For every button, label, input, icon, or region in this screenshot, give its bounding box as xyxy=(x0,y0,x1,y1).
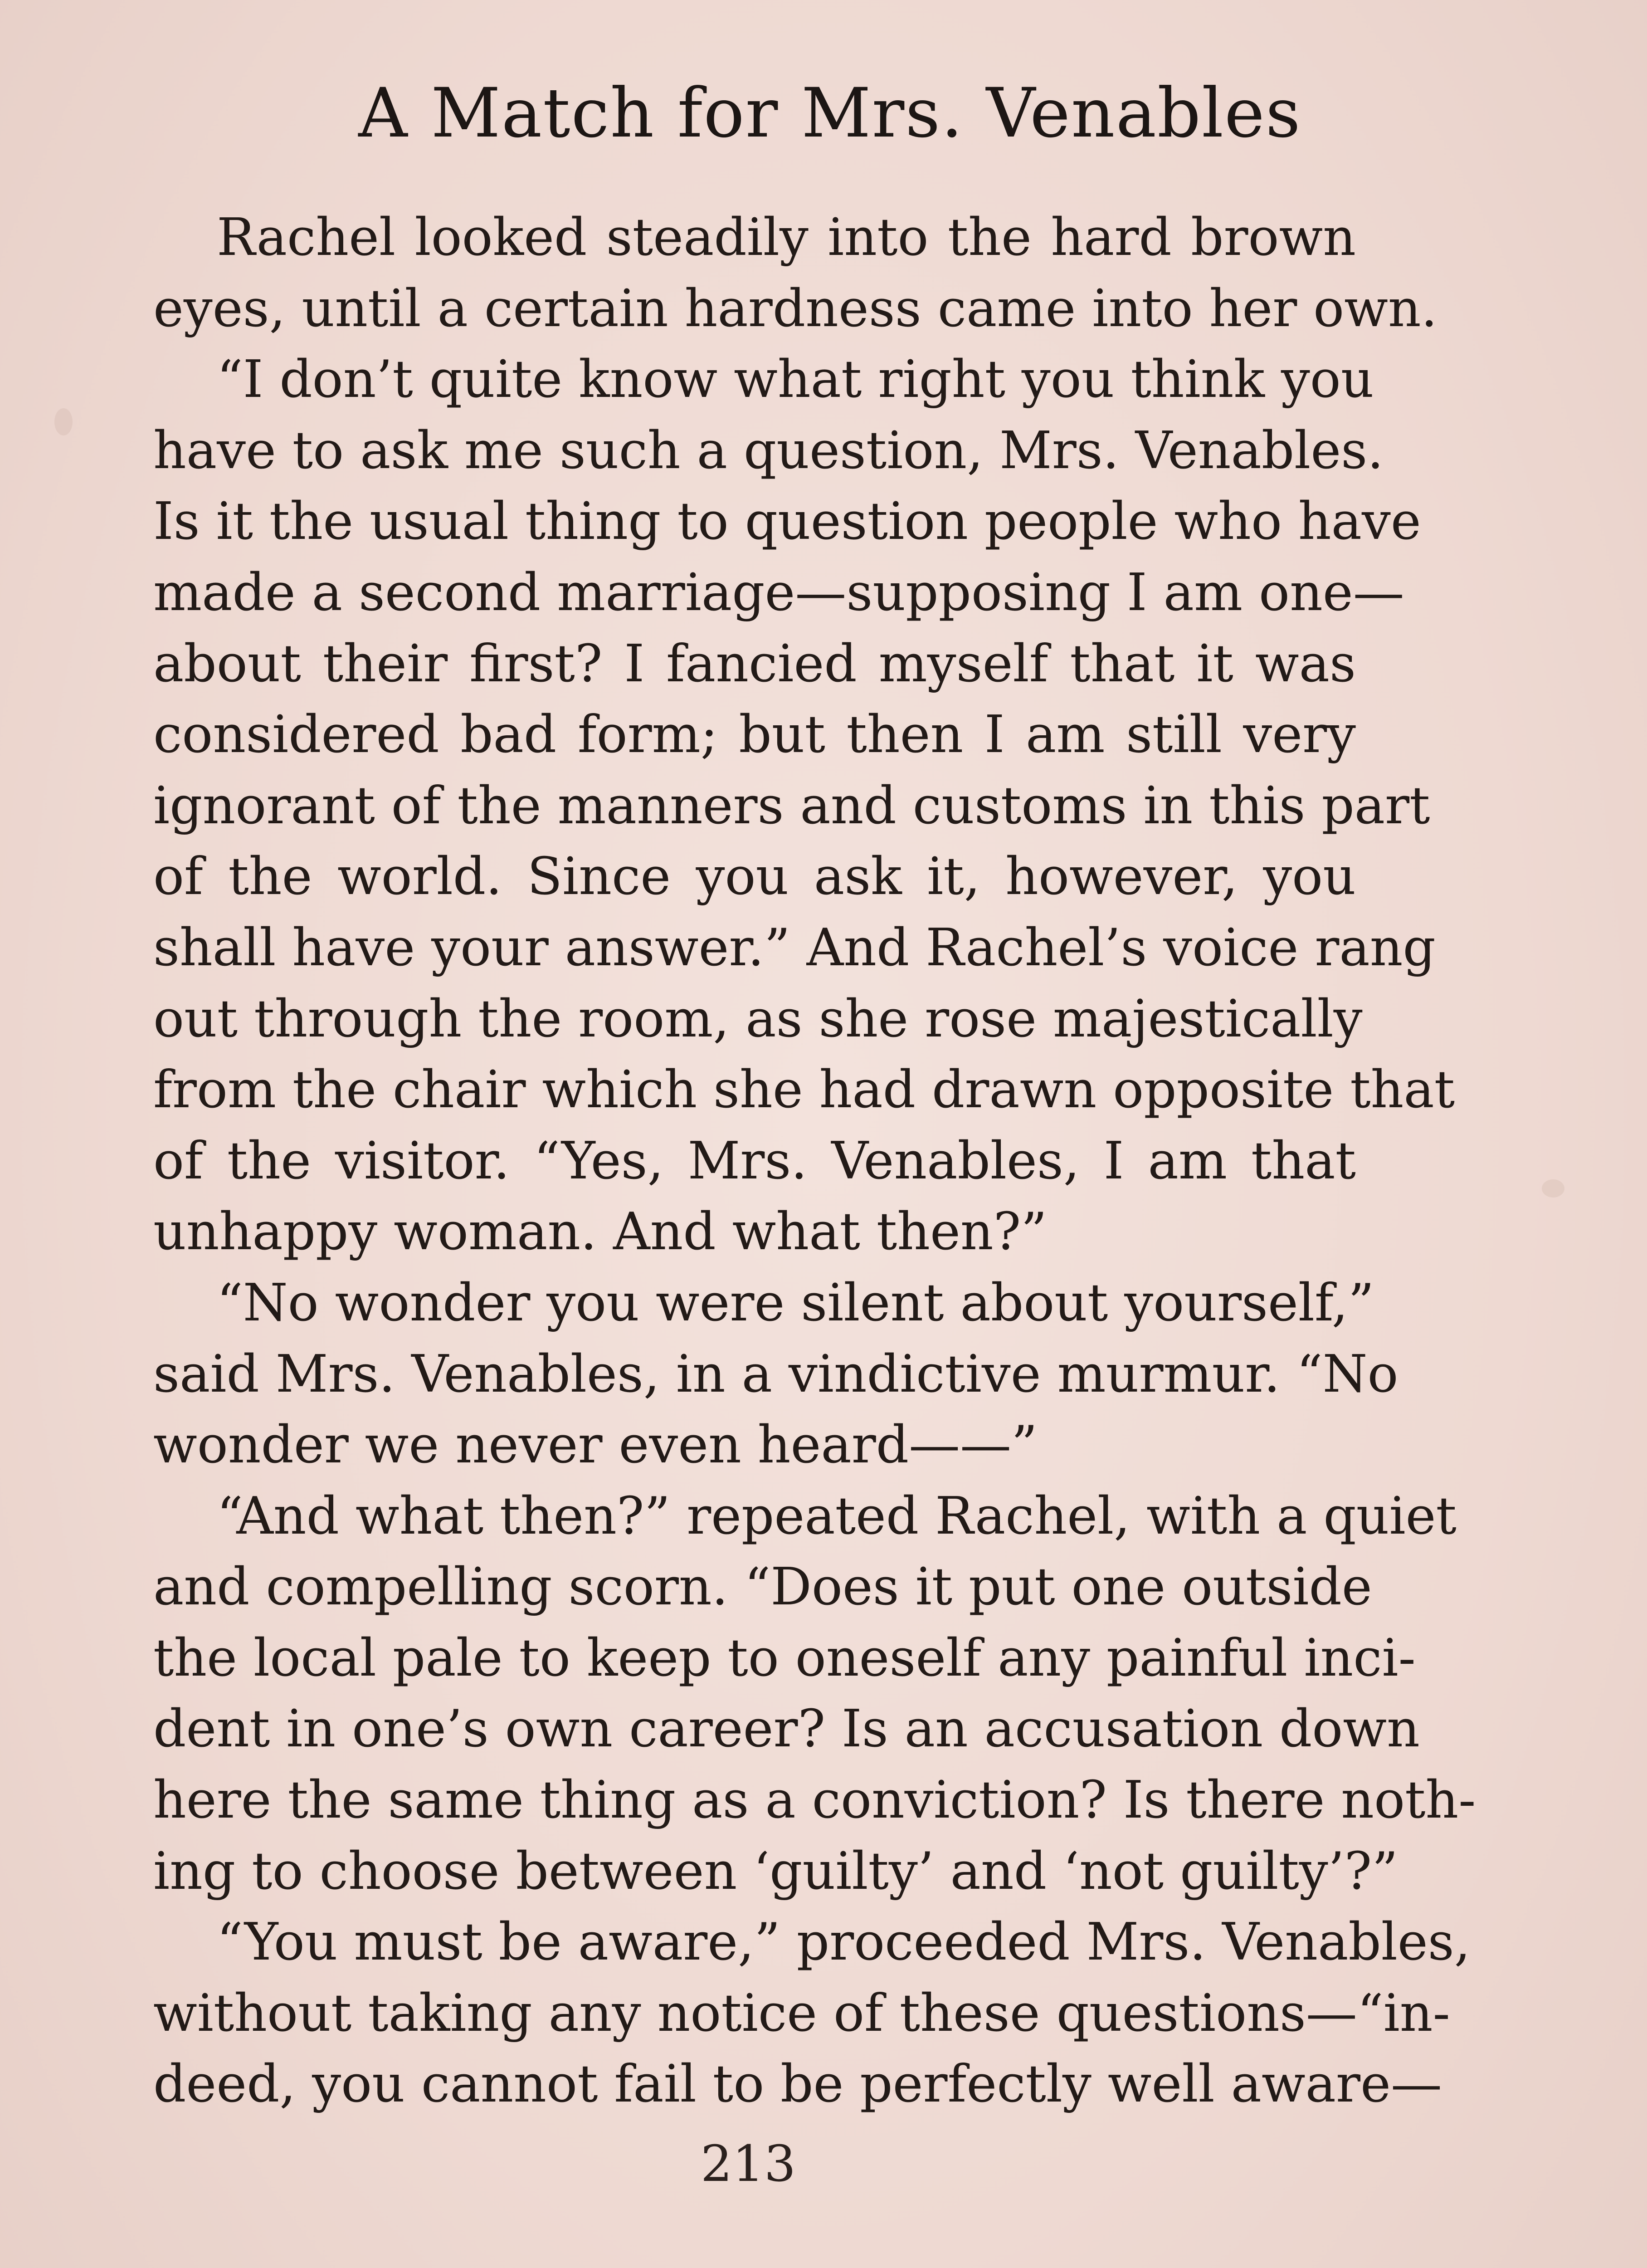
text-line: without taking any notice of these questions—“in- xyxy=(153,1983,1450,2043)
text-line: “I don’t quite know what right you think you xyxy=(217,349,1374,410)
text-line: Is it the usual thing to question people who have xyxy=(153,491,1421,552)
body-text xyxy=(153,202,1476,2120)
text-line: out through the room, as she rose majestically xyxy=(153,988,1363,1049)
text-line: wonder we never even heard——” xyxy=(153,1415,1038,1475)
text-line: have to ask me such a question, Mrs. Venables. xyxy=(153,420,1384,480)
running-title: A Match for Mrs. Venables xyxy=(358,74,1301,153)
text-line: unhappy woman. And what then?” xyxy=(153,1202,1048,1262)
text-line: about their first? I fancied myself that it was xyxy=(153,633,1356,694)
text-line: “And what then?” repeated Rachel, with a quiet xyxy=(217,1486,1457,1546)
text-line: “No wonder you were silent about yourself,” xyxy=(217,1272,1374,1333)
paper-stain xyxy=(1542,1179,1564,1198)
text-line: “You must be aware,” proceeded Mrs. Venables, xyxy=(217,1912,1471,1972)
text-line: said Mrs. Venables, in a vindictive murmur. “No xyxy=(153,1344,1398,1404)
text-line: ing to choose between ‘guilty’ and ‘not guilty’?” xyxy=(153,1841,1398,1901)
text-line: of the visitor. “Yes, Mrs. Venables, I am that xyxy=(153,1130,1356,1191)
text-line: ignorant of the manners and customs in this part xyxy=(153,775,1430,836)
paper-stain xyxy=(54,408,73,435)
text-line: dent in one’s own career? Is an accusation down xyxy=(153,1699,1420,1759)
text-line: of the world. Since you ask it, however, you xyxy=(153,846,1356,907)
text-line: and compelling scorn. “Does it put one outside xyxy=(153,1557,1372,1617)
text-line: deed, you cannot fail to be perfectly well aware— xyxy=(153,2054,1442,2114)
text-line: Rachel looked steadily into the hard brown xyxy=(217,207,1356,267)
text-line: here the same thing as a conviction? Is there noth- xyxy=(153,1770,1476,1830)
text-line: shall have your answer.” And Rachel’s voice rang xyxy=(153,917,1436,978)
text-line: the local pale to keep to oneself any painful inci- xyxy=(153,1628,1416,1688)
text-line: from the chair which she had drawn opposite that xyxy=(153,1060,1455,1120)
page-number: 213 xyxy=(701,2135,796,2193)
text-line: considered bad form; but then I am still very xyxy=(153,704,1356,765)
text-line: made a second marriage—supposing I am one— xyxy=(153,562,1404,622)
text-line: eyes, until a certain hardness came into her own. xyxy=(153,278,1437,338)
